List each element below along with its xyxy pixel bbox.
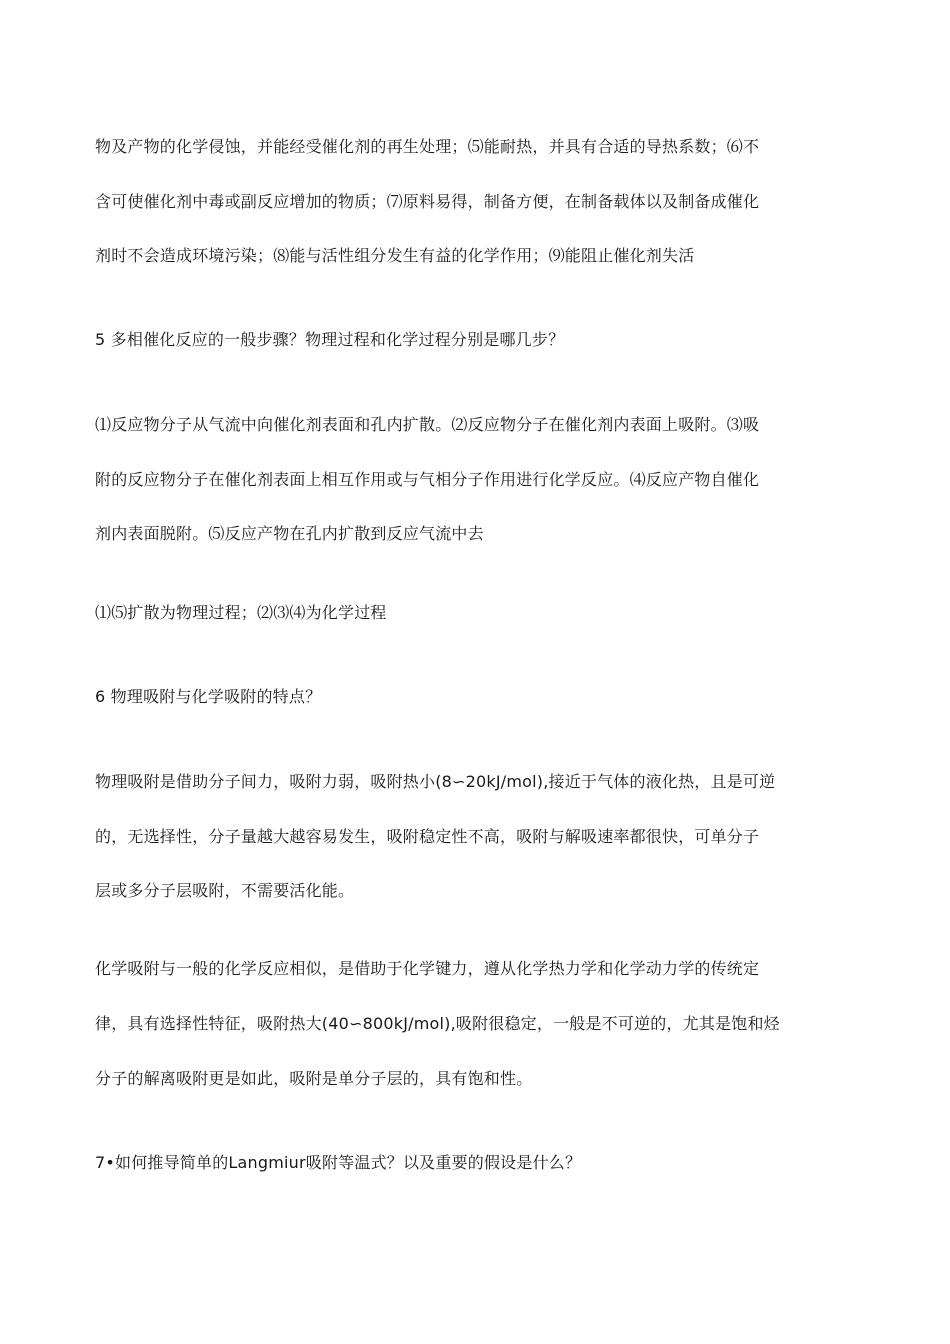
- answer-summary: ⑴⑸扩散为物理过程；⑵⑶⑷为化学过程: [95, 603, 387, 622]
- answer-line: 附的反应物分子在催化剂表面上相互作用或与气相分子作用进行化学反应。⑷反应产物自催化: [95, 470, 760, 489]
- answer-line: 剂内表面脱附。⑸反应产物在孔内扩散到反应气流中去: [95, 524, 484, 543]
- answer-line: 化学吸附与一般的化学反应相似，是借助于化学键力，遵从化学热力学和化学动力学的传统定: [95, 959, 760, 978]
- answer-line: 分子的解离吸附更是如此，吸附是单分子层的，具有饱和性。: [95, 1069, 533, 1088]
- question-heading: 6 物理吸附与化学吸附的特点？: [95, 687, 322, 706]
- answer-line: 的，无选择性，分子量越大越容易发生，吸附稳定性不高，吸附与解吸速率都很快，可单分子: [95, 827, 760, 846]
- question-heading: 7•如何推导简单的Langmiur吸附等温式？以及重要的假设是什么？: [95, 1153, 582, 1172]
- question-heading: 5 多相催化反应的一般步骤？物理过程和化学过程分别是哪几步？: [95, 330, 565, 349]
- answer-line: 物理吸附是借助分子间力，吸附力弱，吸附热小(8∽20kJ/mol),接近于气体的液化热，且是可逆: [95, 772, 776, 791]
- answer-line: 律，具有选择性特征，吸附热大(40∽800kJ/mol),吸附很稳定，一般是不可逆的，尤其是饱和烃: [95, 1014, 780, 1033]
- answer-line: ⑴反应物分子从气流中向催化剂表面和孔内扩散。⑵反应物分子在催化剂内表面上吸附。⑶吸: [95, 415, 760, 434]
- answer-line: 层或多分子层吸附，不需要活化能。: [95, 881, 355, 900]
- text-line: 含可使催化剂中毒或副反应增加的物质；⑺原料易得，制备方便，在制备载体以及制备成催化: [95, 192, 760, 211]
- text-line: 剂时不会造成环境污染；⑻能与活性组分发生有益的化学作用；⑼能阻止催化剂失活: [95, 246, 695, 265]
- text-line: 物及产物的化学侵蚀，并能经受催化剂的再生处理；⑸能耐热，并具有合适的导热系数；⑹不: [95, 137, 760, 156]
